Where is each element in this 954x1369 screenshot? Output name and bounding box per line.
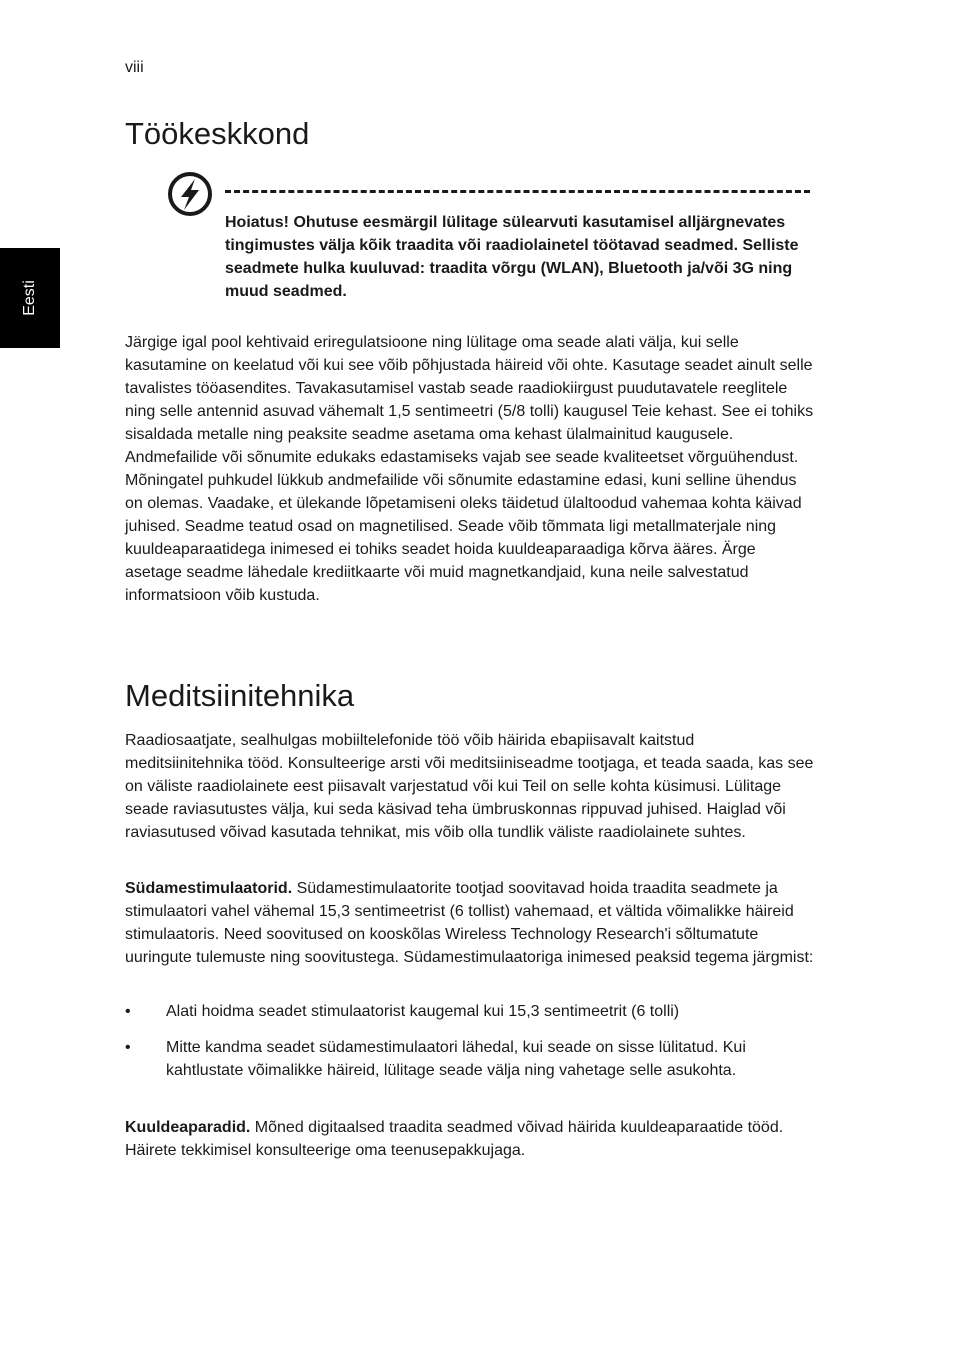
language-tab <box>0 248 60 348</box>
pacemaker-advice-list <box>125 1000 815 1082</box>
bullet-dot: • <box>125 1003 131 1020</box>
section-heading-medical-devices: Meditsiinitehnika <box>125 678 355 713</box>
hearing-aids-label: Kuuldeaparadid. <box>125 1119 251 1136</box>
lightning-warning-icon <box>166 170 214 218</box>
list-item-text: Mitte kandma seadet südamestimulaatori lähedal, kui seade on sisse lülitatud. Kui kahtlustate võimalikke häireid, lülitage seade välja ning vahetage selle asukohta. <box>166 1039 746 1079</box>
pacemakers-paragraph <box>125 877 815 969</box>
section-heading-work-environment: Töökeskkond <box>125 116 310 151</box>
language-tab-label: Eesti <box>20 280 38 316</box>
warning-divider <box>225 190 810 193</box>
warning-text: Hoiatus! Ohutuse eesmärgil lülitage sülearvuti kasutamisel alljärgnevates tingimustes välja kõik traadita või raadiolainetel töötavad seadmed. Selliste seadmete hulka kuuluvad: traadita võrgu (WLAN), Bluetooth ja/või 3G ning muud seadmed. <box>225 214 799 300</box>
list-item <box>125 1036 815 1082</box>
work-environment-paragraph: Järgige igal pool kehtivaid eriregulatsioone ning lülitage oma seade alati välja, kui selle kasutamine on keelatud või kui see võib põhjustada häireid või ohte. Kasutage seadet ainult selle tavalistes tööasendites. Tavakasutamisel vastab seade raadiokiirgust puudutavatele reeglitele ning selle antennid asuvad vähemalt 1,5 sentimeetri (5/8 tolli) kaugusel Teie kehast. See ei tohiks sisaldada metalle ning peaksite seadme asetama oma kehast ülalmainitud kaugusele. Andmefailide või sõnumite edukaks edastamiseks vajab see seade kvaliteetset võrguühendust. Mõningatel puhkudel lükkub andmefailide või sõnumite edastamine edasi, kuni selline ühendus on olemas. Vaadake, et ülekande lõpetamiseni oleks täidetud ülaltoodud vahemaa kohta käivad juhised. Seadme teatud osad on magnetilised. Seade võib tõmmata ligi metallmaterjale ning kuuldeaparaatidega inimesed ei tohiks seadet hoida kuuldeaparaadiga kõrva ääres. Ärge asetage seadme lähedale krediitkaarte või muid magnetkandjaid, kuna neile salvestatud informatsioon võib kustuda. <box>125 334 814 604</box>
hearing-aids-paragraph <box>125 1116 815 1162</box>
hearing-aids-text: Mõned digitaalsed traadita seadmed võivad häirida kuuldeaparaatide tööd. Häirete tekkimisel konsulteerige oma teenusepakkujaga. <box>125 1119 784 1159</box>
list-item-text: Alati hoidma seadet stimulaatorist kaugemal kui 15,3 sentimeetrit (6 tolli) <box>166 1003 680 1020</box>
list-item <box>125 1000 815 1023</box>
medical-devices-paragraph: Raadiosaatjate, sealhulgas mobiiltelefonide töö võib häirida ebapiisavalt kaitstud meditsiinitehnika tööd. Konsulteerige arsti või meditsiiniseadme tootjaga, et teada saada, kas see on väliste raadiolainete eest piisavalt varjestatud või kui Teil on selle kohta küsimusi. Lülitage seade raviasutustes välja, kui seda käsivad teha ümbruskonnas rippuvad juhised. Haiglad või raviasutused võivad kasutada tehnikat, mis võib olla tundlik väliste raadiolainete suhtes. <box>125 732 814 841</box>
bullet-dot: • <box>125 1039 131 1056</box>
page-number: viii <box>125 59 144 76</box>
pacemakers-label: Südamestimulaatorid. <box>125 880 293 897</box>
pacemakers-text: Südamestimulaatorite tootjad soovitavad hoida traadita seadmete ja stimulaatori vahel vähemal 15,3 sentimeetrist (6 tollist) vahemaad, et vältida võimalikke häireid stimulaatoris. Need soovitused on kooskõlas Wireless Technology Research'i sõltumatute uuringute tulemuste ning soovitustega. Südamestimulaatoriga inimesed peaksid tegema järgmist: <box>125 880 814 966</box>
